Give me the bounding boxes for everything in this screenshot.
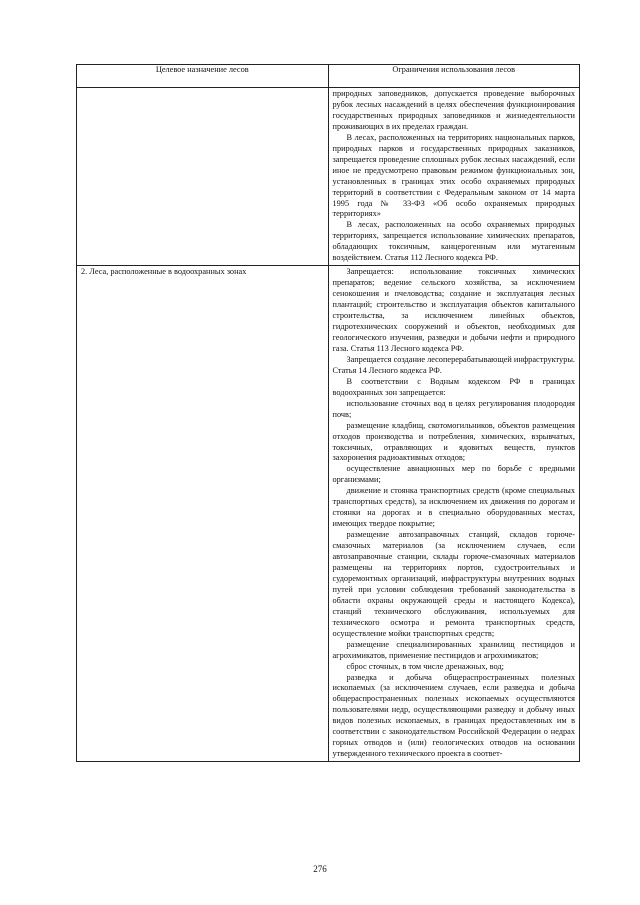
forest-purpose-cell: 2. Леса, расположенные в водоохранных зонах <box>77 266 329 762</box>
restriction-paragraph: движение и стоянка транспортных средств (кроме специальных транспортных средств), за исключением их движения по дорогам и стоянки на дорогах и в специально оборудованных местах, имеющих твердое покрытие; <box>332 486 575 529</box>
restriction-paragraph: В лесах, расположенных на особо охраняемых природных территориях, запрещается использование химических препаратов, обладающих токсичным, канцерогенным или мутагенным воздействием. Статья 112 Лесного кодекса РФ. <box>332 220 575 263</box>
restriction-paragraph: Запрещается создание лесоперерабатывающей инфраструктуры. Статья 14 Лесного кодекса РФ. <box>332 354 575 375</box>
restriction-paragraph: природных заповедников, допускается проведение выборочных рубок лесных насаждений в целях обеспечения функционирования государственных природных заповедников и жизнедеятельности проживающих в их пределах граждан. <box>332 89 575 131</box>
restriction-paragraph: разведка и добыча общераспространенных полезных ископаемых (за исключением случаев, если разведка и добыча общераспространенных полезных ископаемых осуществляются пользователями недр, осуществляющими разведку и добычу иных видов полезных ископаемых, в границах предоставленных им в соответствии с законодательством Российской Федерации о недрах горных отводов и (или) геологических отводов на основании утвержденного технического проекта в соответ- <box>332 672 575 759</box>
restriction-paragraph: размещение кладбищ, скотомогильников, объектов размещения отходов производства и потребления, химических, взрывчатых, токсичных, отравляющих и ядовитых веществ, пунктов захоронения радиоактивных отходов; <box>332 420 575 463</box>
restriction-paragraph: Запрещается: использование токсичных химических препаратов; ведение сельского хозяйства, за исключением сенокошения и пчеловодства; создание и эксплуатация лесных плантаций; строительство и эксплуатация объектов капитального строительства, за исключением линейных объектов, гидротехнических сооружений и объектов, необходимых для геологического изучения, разведки и добычи нефти и природного газа. Статья 113 Лесного кодекса РФ. <box>332 267 575 353</box>
forest-restrictions-table <box>76 64 580 762</box>
restriction-paragraph: осуществление авиационных мер по борьбе с вредными организмами; <box>332 464 575 485</box>
table-header-row <box>77 65 580 88</box>
table-row <box>77 266 580 762</box>
forest-purpose-cell <box>77 88 329 266</box>
restriction-paragraph: В лесах, расположенных на территориях национальных парков, природных парков и государственных природных заказников, запрещается проведение сплошных рубок лесных насаждений, если иное не предусмотрено правовым режимом функциональных зон, установленных в границах этих особо охраняемых природных территорий в соответствии с Федеральным законом от 14 марта 1995 года № 33-ФЗ «Об особо охраняемых природных территориях» <box>332 132 575 219</box>
table-row <box>77 88 580 266</box>
page-number: 276 <box>313 864 327 874</box>
header-forest-purpose: Целевое назначение лесов <box>77 65 329 88</box>
restriction-paragraph: размещение автозаправочных станций, складов горюче-смазочных материалов (за исключением случаев, если автозаправочные станции, склады горюче-смазочных материалов размещены на территориях портов, судостроительных и судоремонтных организаций, инфраструктуры внутренних водных путей при условии соблюдения требований законодательства в области охраны окружающей среды и настоящего Кодекса), станций технического обслуживания, используемых для технического осмотра и ремонта транспортных средств, осуществление мойки транспортных средств; <box>332 530 575 638</box>
restriction-paragraph: сброс сточных, в том числе дренажных, вод; <box>346 661 504 671</box>
restriction-paragraph: размещение специализированных хранилищ пестицидов и агрохимикатов, применение пестицидов и агрохимикатов; <box>332 639 575 660</box>
restrictions-cell <box>328 88 580 266</box>
restriction-paragraph: использование сточных вод в целях регулирования плодородия почв; <box>332 398 575 419</box>
header-usage-restrictions: Ограничения использования лесов <box>328 65 580 88</box>
restriction-paragraph: В соответствии с Водным кодексом РФ в границах водоохранных зон запрещается: <box>332 376 575 397</box>
restrictions-cell <box>328 266 580 762</box>
